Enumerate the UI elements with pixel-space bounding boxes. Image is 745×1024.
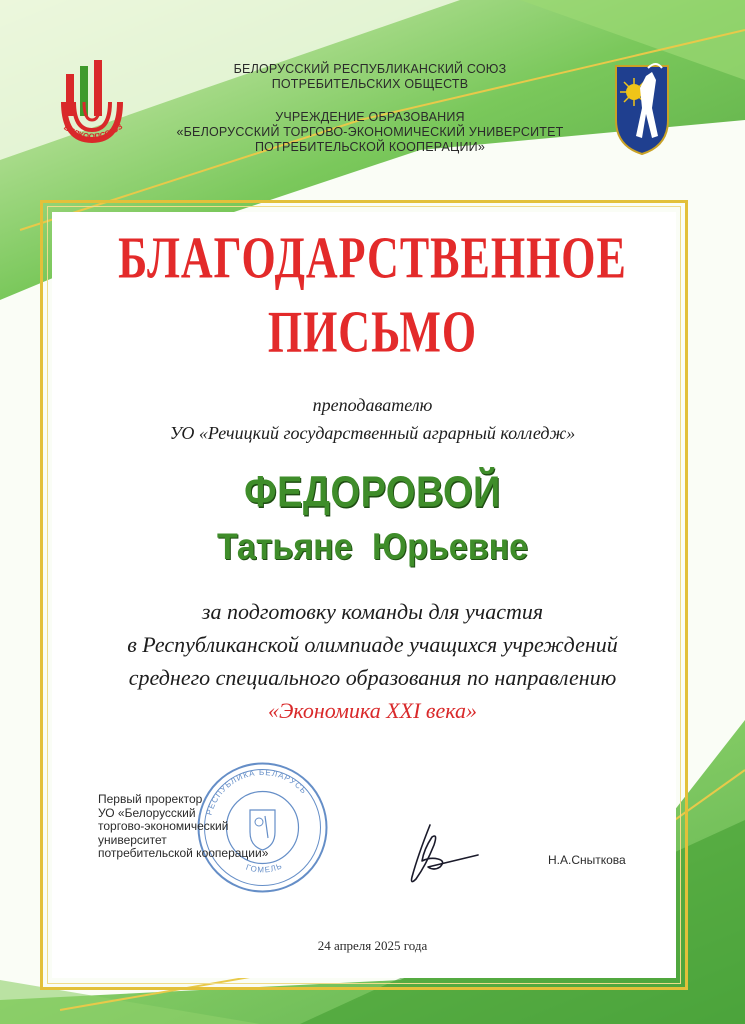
stamp-outer-text: РЕСПУБЛИКА БЕЛАРУСЬ — [204, 767, 309, 817]
university-coat-of-arms-icon — [612, 58, 672, 158]
signatory-line-4: университет — [98, 832, 167, 847]
union-line-2: ПОТРЕБИТЕЛЬСКИХ ОБЩЕСТВ — [271, 77, 469, 91]
svg-text:БЕЛКООПСОЮЗ — [62, 122, 124, 141]
logo-caption — [54, 118, 134, 158]
reason-line-1: за подготовку команды для участия — [201, 599, 544, 624]
signatory-line-1: Первый проректор — [98, 792, 203, 806]
institution-header — [130, 110, 610, 155]
signatory-name: Н.А.Сныткова — [548, 853, 626, 867]
recipient-given-names: Татьяне Юрьевне — [216, 526, 529, 568]
recipient-role: преподавателю — [312, 395, 433, 415]
title-line-1: БЛАГОДАРСТВЕННОЕ — [118, 224, 627, 291]
issue-date: 24 апреля 2025 года — [317, 938, 428, 953]
logo-caption-text: БЕЛКООПСОЮЗ — [62, 121, 125, 142]
institution-line-2: «БЕЛОРУССКИЙ ТОРГОВО-ЭКОНОМИЧЕСКИЙ УНИВЕРСИТЕТ — [176, 125, 564, 139]
reason-line-3: среднего специального образования по направлению — [128, 665, 617, 690]
reason-line-4: «Экономика XXI века» — [268, 698, 477, 723]
signatory-line-2: УО «Белорусский — [98, 805, 196, 820]
signatory-line-5: потребительской кооперации» — [98, 846, 269, 860]
stamp-city-text: ГОМЕЛЬ — [244, 861, 284, 875]
union-header — [150, 62, 590, 92]
signatory-block — [98, 793, 328, 861]
reason-line-2: в Республиканской олимпиаде учащихся учреждений — [127, 632, 618, 657]
institution-line-3: ПОТРЕБИТЕЛЬСКОЙ КООПЕРАЦИИ» — [255, 140, 485, 154]
signatory-line-3: торгово-экономический — [98, 819, 229, 833]
title-line-2: ПИСЬМО — [267, 298, 478, 365]
institution-line-1: УЧРЕЖДЕНИЕ ОБРАЗОВАНИЯ — [275, 110, 465, 124]
recipient-surname: ФЕДОРОВОЙ — [244, 468, 501, 518]
union-line-1: БЕЛОРУССКИЙ РЕСПУБЛИКАНСКИЙ СОЮЗ — [233, 62, 507, 76]
handwritten-signature-icon — [400, 815, 485, 895]
recipient-organization: УО «Речицкий государственный аграрный колледж» — [169, 423, 576, 443]
